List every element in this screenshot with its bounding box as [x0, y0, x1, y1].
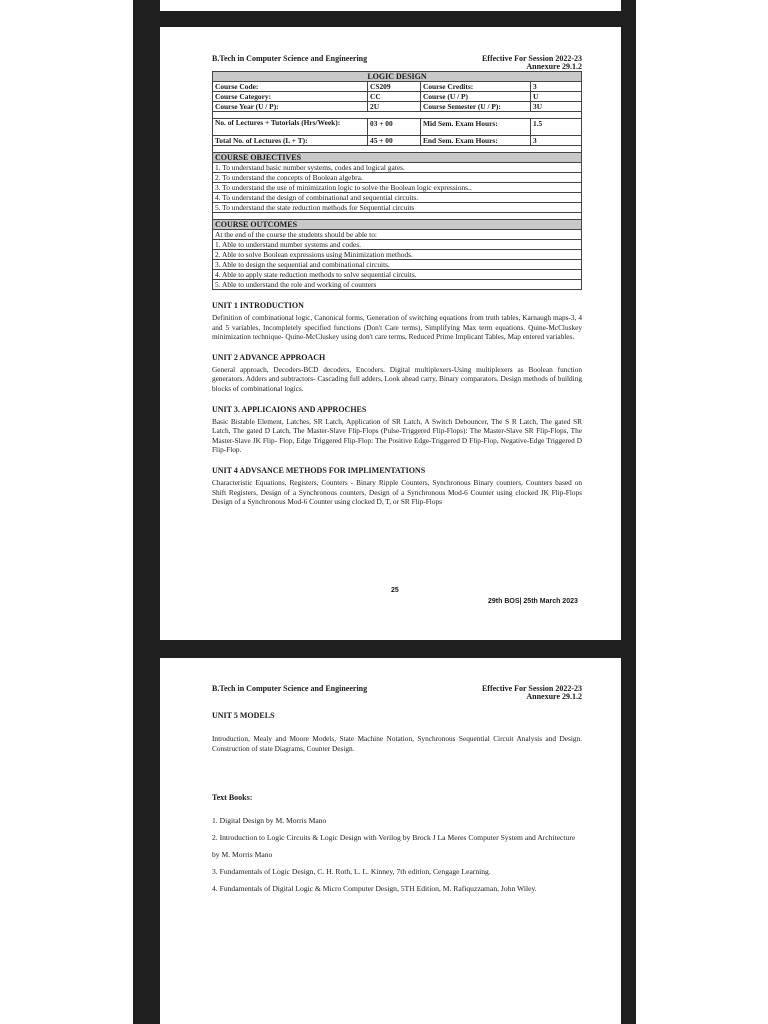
list-item: 4. Fundamentals of Digital Logic & Micro Computer Design, 5TH Edition, M. Rafiquzzaman, John Wiley. — [212, 884, 537, 894]
table-cell: Total No. of Lectures (L + T): — [213, 136, 368, 146]
list-item: 3. To understand the use of minimization logic to solve the Boolean logic expressions.. — [213, 183, 582, 193]
unit-text: Characteristic Equations, Registers, Counters - Binary Ripple Counters, Synchronous Binary counters, Counters based on Shift Registers, Design of a Synchronous counters, Design of a Synchronous Mod-6 Counter using clocked JK Flip-Flops Design of a Synchronous Mod-6 Counter using clocked D, T, or SR Flip-Flops — [212, 477, 582, 507]
list-item: 2. Introduction to Logic Circuits & Logic Design with Verilog by Brock J La Meres Computer System and Architecture by M. Morris Mano — [212, 833, 576, 860]
textbook-list — [212, 812, 582, 897]
previous-page-edge — [160, 0, 621, 11]
page-25 — [160, 27, 621, 640]
table-row — [213, 136, 582, 146]
unit-title: UNIT 2 ADVANCE APPROACH — [212, 352, 326, 362]
annexure-label: Annexure 29.1.2 — [526, 62, 582, 71]
textbooks-heading: Text Books: — [212, 793, 253, 803]
table-row — [213, 102, 582, 112]
table-cell: 2U — [368, 102, 421, 112]
unit-4 — [212, 466, 582, 507]
outcomes-heading: COURSE OUTCOMES — [213, 220, 582, 230]
list-item: 5. To understand the state reduction methods for Sequential circuits — [213, 203, 582, 213]
list-item: 4. To understand the design of combinational and sequential circuits. — [213, 193, 582, 203]
program-name: B.Tech in Computer Science and Engineering — [212, 684, 368, 693]
list-item: 1. Able to understand number systems and codes. — [213, 240, 582, 250]
bos-footer: 29th BOS| 25th March 2023 — [488, 598, 578, 605]
table-cell: 1.5 — [531, 119, 582, 136]
course-details-table — [212, 71, 582, 290]
session-label: Effective For Session 2022-23 — [481, 54, 582, 63]
unit-text: Basic Bistable Element, Latches, SR Latch, Application of SR Latch, A Switch Debouncer, The S R Latch, The gated SR Latch, The gated D Latch, The Master-Slave Flip-Flops (Pulse-Triggered Flip-Flops): The Master-Slave SR Flip-Flops, The Master-Slave JK Flip- Flop, Edge Triggered Flip-Flop: The Positive Edge-Triggered D Flip-Flop, Negative-Edge Triggered D Flip-Flop. — [212, 416, 582, 455]
unit-2 — [212, 353, 582, 394]
table-cell: 3U — [531, 102, 582, 112]
list-item: 2. Able to solve Boolean expressions using Minimization methods. — [213, 250, 582, 260]
unit-title: UNIT 4 ADVSANCE METHODS FOR IMPLIMENTATIONS — [212, 465, 426, 475]
table-cell: 3 — [531, 82, 582, 92]
table-cell: CS209 — [368, 82, 421, 92]
list-item: 5. Able to understand the role and working of counters — [213, 280, 582, 290]
table-cell: End Sem. Exam Hours: — [421, 136, 531, 146]
table-cell: Course Code: — [213, 82, 368, 92]
table-spacer — [213, 213, 582, 220]
table-cell: Course Year (U / P): — [213, 102, 368, 112]
program-name: B.Tech in Computer Science and Engineering — [212, 54, 368, 63]
table-cell: 03 + 00 — [368, 119, 421, 136]
session-label: Effective For Session 2022-23 — [481, 684, 582, 693]
unit-title: UNIT 1 INTRODUCTION — [212, 301, 304, 310]
list-item: 3. Fundamentals of Logic Design, C. H. Roth, L. L. Kinney, 7th edition, Cengage Learning. — [212, 867, 491, 877]
page-26 — [160, 658, 621, 1024]
table-cell: No. of Lectures + Tutorials (Hrs/Week): — [213, 119, 368, 136]
unit-1 — [212, 301, 582, 342]
table-cell: Course (U / P) — [421, 92, 531, 102]
unit-title: UNIT 3. APPLICAIONS AND APPROCHES — [212, 404, 367, 414]
objectives-heading: COURSE OBJECTIVES — [213, 153, 582, 163]
unit-5-text: Introduction, Mealy and Moore Models, State Machine Notation, Synchronous Sequential Circuit Analysis and Design. Construction of state Diagrams, Counter Design. — [212, 734, 582, 753]
table-row — [213, 92, 582, 102]
annexure-label: Annexure 29.1.2 — [526, 692, 582, 701]
table-cell: Mid Sem. Exam Hours: — [421, 119, 531, 136]
unit-text: General approach, Decoders-BCD decoders, Encoders. Digital multiplexers-Using multiplexers as Boolean function generators. Adders and subtractors- Cascading full adders, Look ahead carry, Binary comparators. Design methods of building blocks of combinational logics. — [212, 364, 582, 393]
table-cell: 45 + 00 — [368, 136, 421, 146]
table-spacer — [213, 146, 582, 153]
course-title: LOGIC DESIGN — [213, 72, 582, 82]
list-item: 2. To understand the concepts of Boolean algebra. — [213, 173, 582, 183]
table-cell: CC — [368, 92, 421, 102]
list-item: 4. Able to apply state reduction methods to solve sequential circuits. — [213, 270, 582, 280]
unit-text: Definition of combinational logic, Canonical forms, Generation of switching equations from truth tables, Karnaugh maps-3, 4 and 5 variables, Incompletely specified functions (Don't Care terms), Simplifying Max term equations. Quine-McCluskey minimization technique- Quine-McCluskey using don't care terms, Reduced Prime Implicant Tables, Map entered variables. — [212, 313, 582, 342]
table-cell: Course Semester (U / P): — [421, 102, 531, 112]
table-row — [213, 82, 582, 92]
list-item: 1. Digital Design by M. Morris Mano — [212, 816, 327, 826]
list-item: At the end of the course the students should be able to: — [213, 230, 582, 240]
table-row — [213, 119, 582, 136]
unit-3 — [212, 405, 582, 455]
list-item: 1. To understand basic number systems, codes and logical gates. — [213, 163, 582, 173]
unit-5-title: UNIT 5 MODELS — [212, 711, 275, 720]
table-cell: 3 — [531, 136, 582, 146]
page-number: 25 — [391, 587, 399, 594]
table-cell: U — [531, 92, 582, 102]
table-cell: Course Credits: — [421, 82, 531, 92]
list-item: 3. Able to design the sequential and combinational circuits. — [213, 260, 582, 270]
table-cell: Course Category: — [213, 92, 368, 102]
